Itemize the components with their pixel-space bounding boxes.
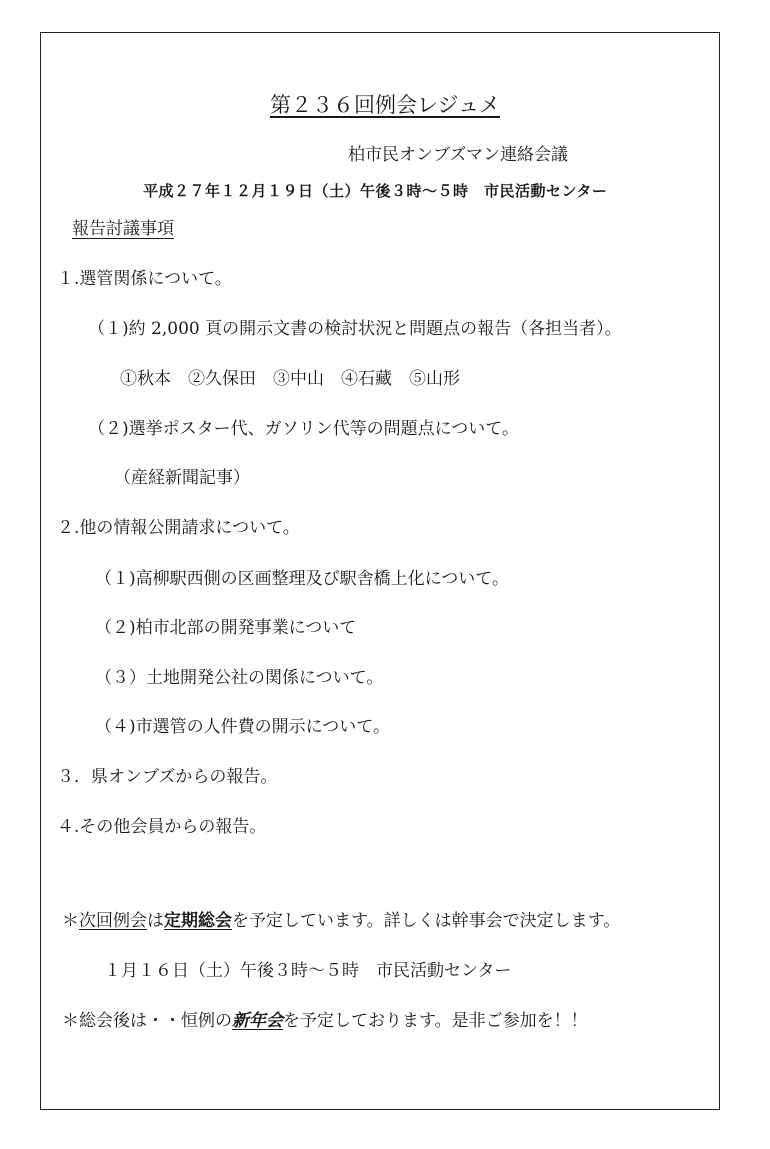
- agenda-item-3: ３．県オンブズからの報告。: [57, 767, 278, 787]
- agenda-item-4: ４.その他会員からの報告。: [57, 817, 267, 837]
- meeting-info: 平成２７年１２月１９日（土）午後３時～５時 市民活動センター: [143, 182, 608, 200]
- next-meeting-note: [62, 910, 620, 932]
- party-prefix: ＊総会後は・・恒例の: [62, 1011, 232, 1031]
- next-meeting-date: １月１６日（土）午後３時～５時 市民活動センター: [104, 961, 512, 981]
- agenda-item-1: １.選管関係について。: [57, 269, 232, 289]
- note-rest: を予定しています。詳しくは幹事会で決定します。: [232, 911, 621, 931]
- section-heading: 報告討議事項: [72, 219, 174, 239]
- agenda-subitem-1-1: （１)約 2,000 頁の開示文書の検討状況と問題点の報告（各担当者）。: [88, 319, 622, 339]
- general-meeting-label: 定期総会: [164, 911, 232, 931]
- agenda-subitem-2-2: （２)柏市北部の開発事業について: [95, 618, 357, 638]
- new-year-party-label: 新年会: [232, 1011, 283, 1031]
- agenda-item-2: ２.他の情報公開請求について。: [57, 518, 300, 538]
- organization-name: 柏市民オンブズマン連絡会議: [348, 145, 568, 165]
- agenda-subitem-2-3: （３）土地開発公社の関係について。: [95, 668, 384, 688]
- assignee-list: ①秋本 ②久保田 ③中山 ④石藏 ⑤山形: [120, 369, 460, 389]
- party-rest: を予定しております。是非ご参加を！！: [283, 1011, 588, 1031]
- agenda-source-note: （産経新聞記事）: [114, 468, 250, 488]
- agenda-subitem-2-4: （４)市選管の人件費の開示について。: [95, 717, 390, 737]
- note-particle: は: [147, 911, 164, 931]
- agenda-subitem-1-2: （２)選挙ポスター代、ガソリン代等の問題点について。: [88, 419, 519, 439]
- agenda-subitem-2-1: （１)高柳駅西側の区画整理及び駅舎橋上化について。: [95, 569, 509, 589]
- new-year-party-note: [62, 1010, 588, 1032]
- next-meeting-label: 次回例会: [79, 911, 147, 931]
- document-title: 第２３６回例会レジュメ: [269, 93, 501, 117]
- note-prefix: ＊: [62, 911, 79, 931]
